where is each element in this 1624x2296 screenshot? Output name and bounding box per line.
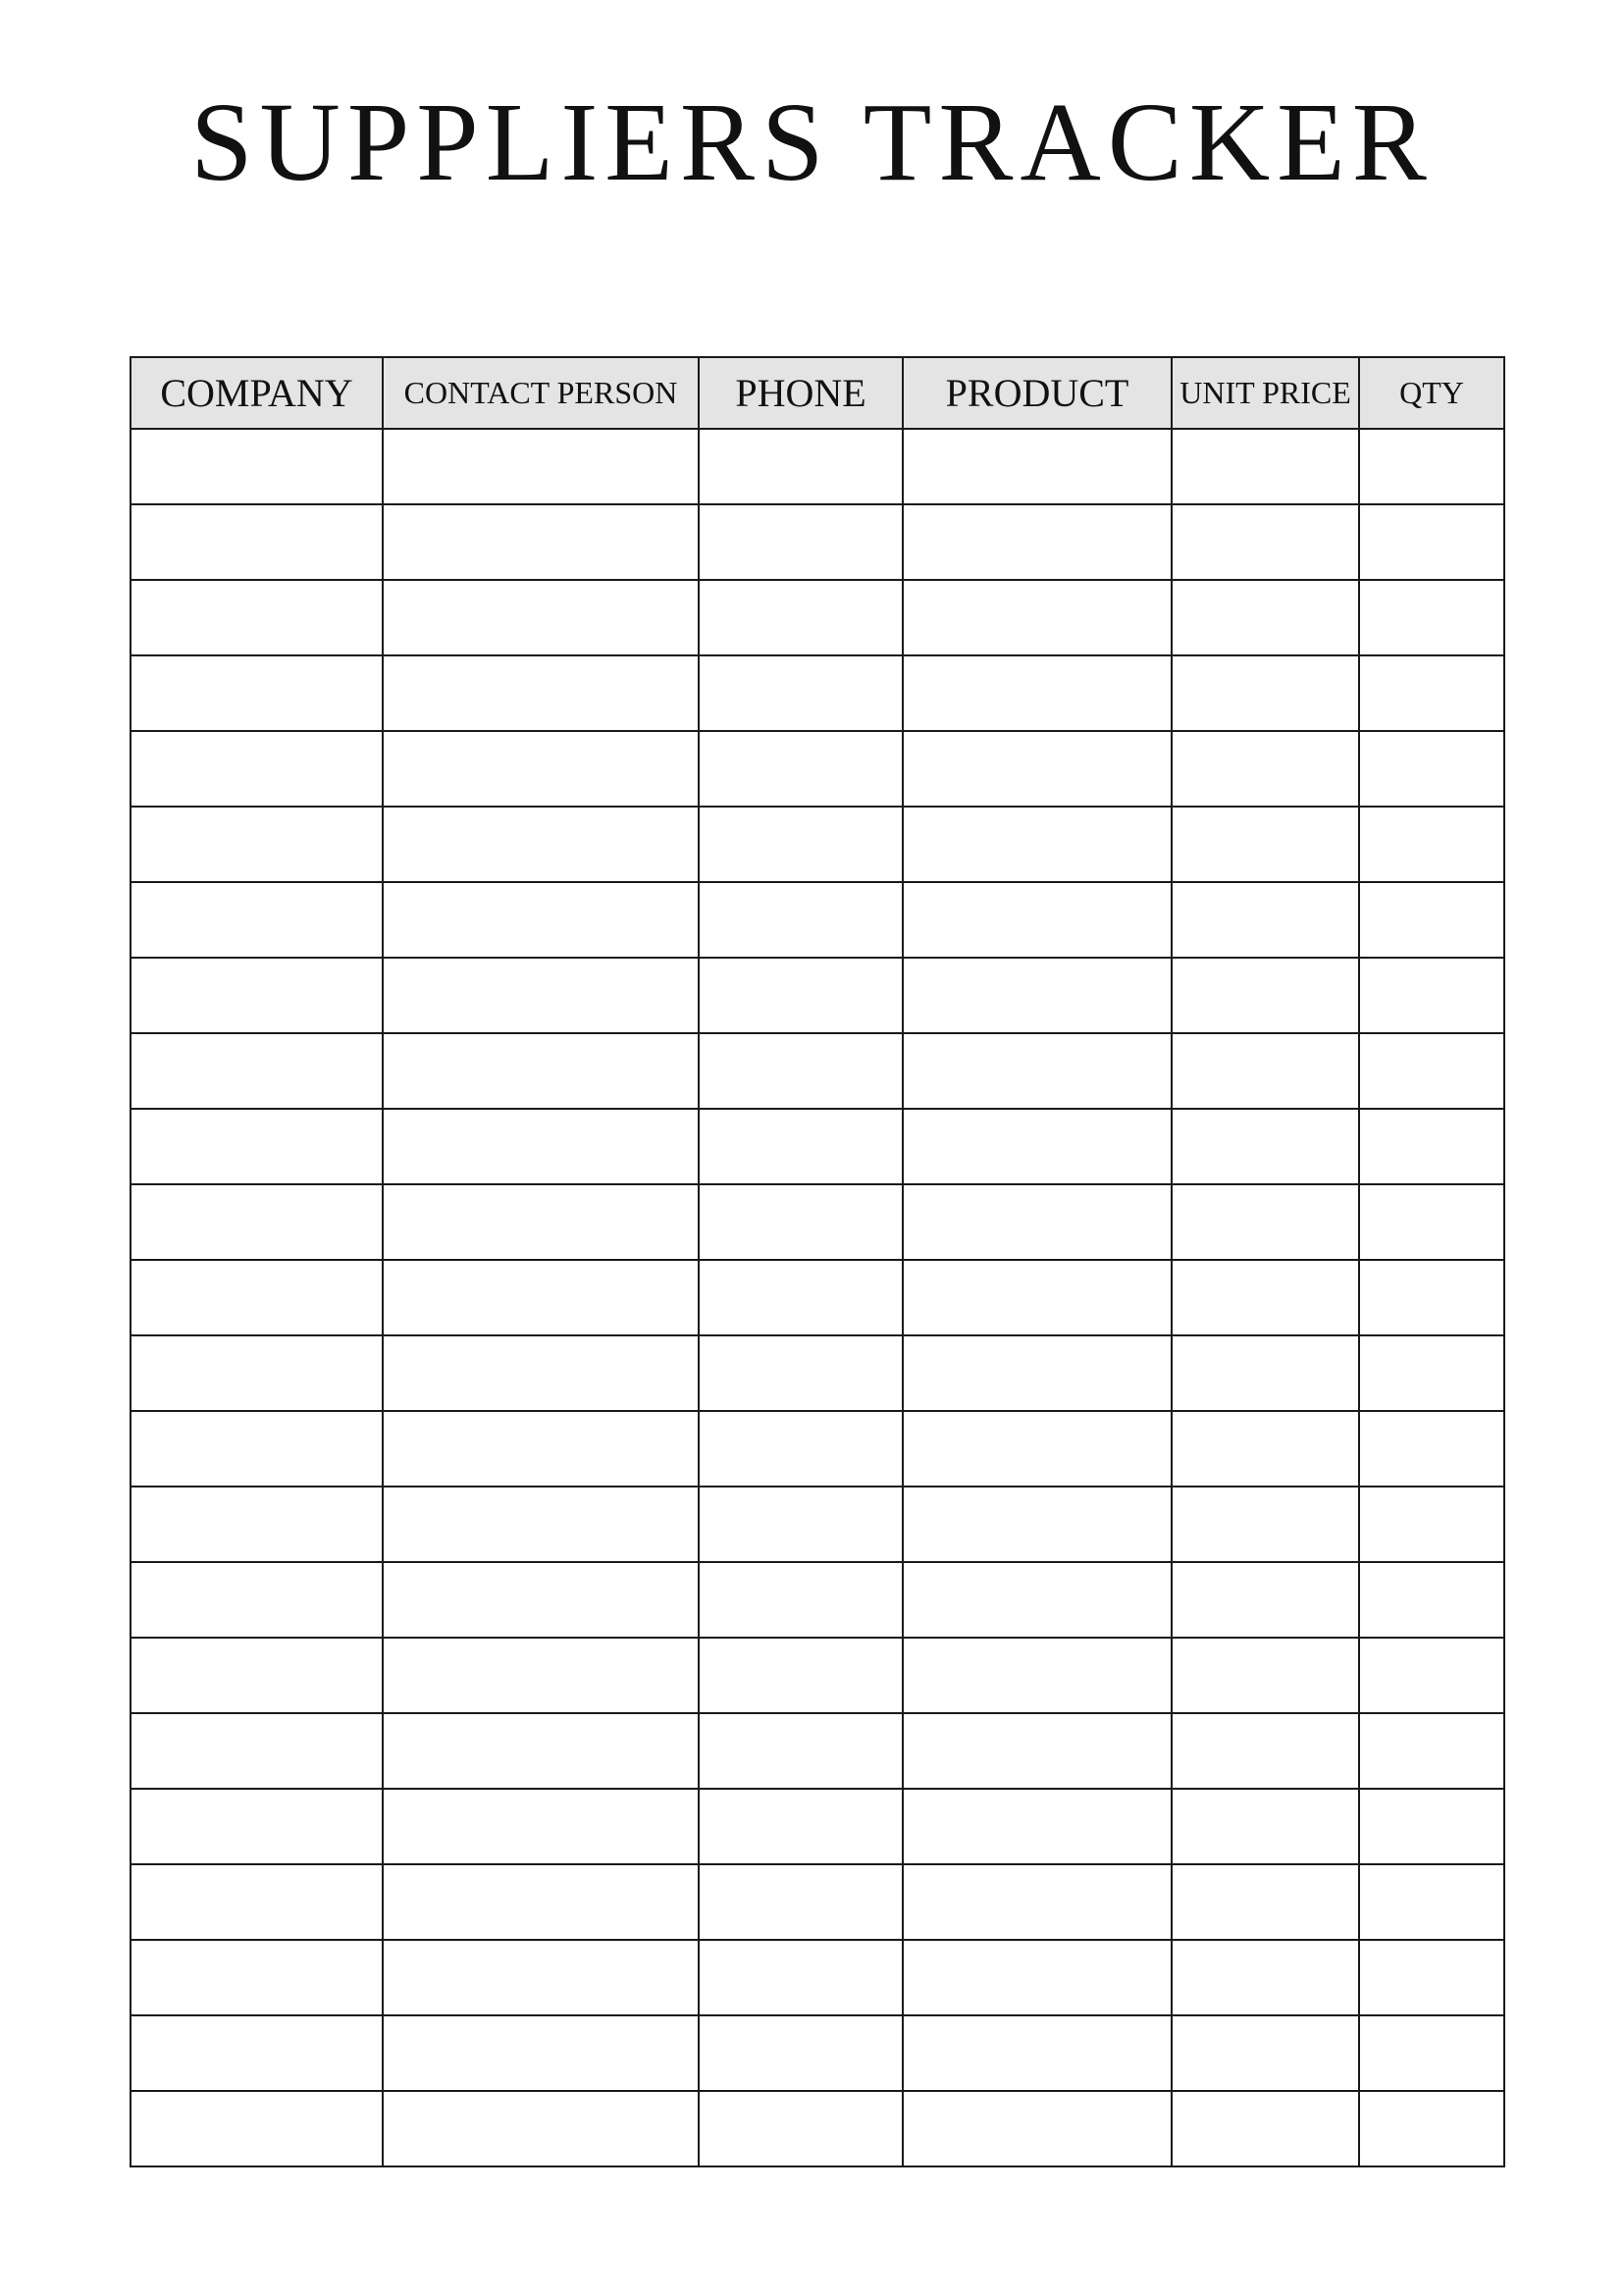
table-body	[131, 429, 1504, 2166]
cell-company[interactable]	[131, 882, 383, 958]
cell-company[interactable]	[131, 1864, 383, 1940]
table-row	[131, 1940, 1504, 2015]
cell-phone[interactable]	[699, 1562, 903, 1638]
cell-product[interactable]	[903, 1033, 1172, 1109]
cell-phone[interactable]	[699, 504, 903, 580]
col-product-header: PRODUCT	[903, 357, 1172, 429]
cell-contact-person[interactable]	[383, 504, 699, 580]
cell-qty[interactable]	[1359, 2091, 1504, 2166]
cell-qty[interactable]	[1359, 504, 1504, 580]
cell-product[interactable]	[903, 1184, 1172, 1260]
cell-product[interactable]	[903, 504, 1172, 580]
cell-company[interactable]	[131, 1335, 383, 1411]
cell-company[interactable]	[131, 1184, 383, 1260]
table-row	[131, 1335, 1504, 1411]
cell-company[interactable]	[131, 807, 383, 882]
cell-phone[interactable]	[699, 958, 903, 1033]
cell-contact-person[interactable]	[383, 1487, 699, 1562]
cell-company[interactable]	[131, 731, 383, 807]
col-company-header: COMPANY	[131, 357, 383, 429]
table-row	[131, 1033, 1504, 1109]
table-row	[131, 2091, 1504, 2166]
cell-company[interactable]	[131, 1033, 383, 1109]
cell-unit-price[interactable]	[1172, 655, 1359, 731]
cell-unit-price[interactable]	[1172, 580, 1359, 655]
cell-contact-person[interactable]	[383, 2091, 699, 2166]
table-row	[131, 655, 1504, 731]
cell-company[interactable]	[131, 1487, 383, 1562]
cell-phone[interactable]	[699, 1335, 903, 1411]
cell-phone[interactable]	[699, 1411, 903, 1487]
cell-product[interactable]	[903, 429, 1172, 504]
cell-unit-price[interactable]	[1172, 958, 1359, 1033]
table-row	[131, 807, 1504, 882]
cell-phone[interactable]	[699, 1789, 903, 1864]
cell-product[interactable]	[903, 580, 1172, 655]
cell-company[interactable]	[131, 1260, 383, 1335]
cell-product[interactable]	[903, 2015, 1172, 2091]
cell-product[interactable]	[903, 958, 1172, 1033]
table-row	[131, 958, 1504, 1033]
cell-qty[interactable]	[1359, 2015, 1504, 2091]
cell-phone[interactable]	[699, 1940, 903, 2015]
cell-company[interactable]	[131, 504, 383, 580]
cell-company[interactable]	[131, 2015, 383, 2091]
cell-contact-person[interactable]	[383, 1789, 699, 1864]
cell-contact-person[interactable]	[383, 1638, 699, 1713]
cell-contact-person[interactable]	[383, 1260, 699, 1335]
cell-phone[interactable]	[699, 1033, 903, 1109]
cell-phone[interactable]	[699, 1487, 903, 1562]
cell-contact-person[interactable]	[383, 580, 699, 655]
cell-phone[interactable]	[699, 1260, 903, 1335]
cell-qty[interactable]	[1359, 1940, 1504, 2015]
cell-unit-price[interactable]	[1172, 807, 1359, 882]
cell-qty[interactable]	[1359, 1864, 1504, 1940]
cell-contact-person[interactable]	[383, 1713, 699, 1789]
cell-contact-person[interactable]	[383, 429, 699, 504]
cell-company[interactable]	[131, 1940, 383, 2015]
cell-company[interactable]	[131, 1411, 383, 1487]
cell-product[interactable]	[903, 1487, 1172, 1562]
cell-contact-person[interactable]	[383, 1562, 699, 1638]
cell-qty[interactable]	[1359, 1260, 1504, 1335]
cell-company[interactable]	[131, 958, 383, 1033]
cell-qty[interactable]	[1359, 1335, 1504, 1411]
cell-unit-price[interactable]	[1172, 731, 1359, 807]
header-row	[131, 357, 1504, 429]
cell-product[interactable]	[903, 1638, 1172, 1713]
table-row	[131, 2015, 1504, 2091]
col-unit-price-header: UNIT PRICE	[1172, 357, 1359, 429]
cell-phone[interactable]	[699, 731, 903, 807]
table-row	[131, 580, 1504, 655]
table-row	[131, 1184, 1504, 1260]
cell-company[interactable]	[131, 1713, 383, 1789]
cell-contact-person[interactable]	[383, 731, 699, 807]
cell-contact-person[interactable]	[383, 1940, 699, 2015]
cell-qty[interactable]	[1359, 580, 1504, 655]
cell-product[interactable]	[903, 1335, 1172, 1411]
cell-qty[interactable]	[1359, 1033, 1504, 1109]
cell-contact-person[interactable]	[383, 1184, 699, 1260]
cell-product[interactable]	[903, 882, 1172, 958]
col-contact-person-header: CONTACT PERSON	[383, 357, 699, 429]
cell-qty[interactable]	[1359, 1487, 1504, 1562]
table-row	[131, 1260, 1504, 1335]
cell-phone[interactable]	[699, 429, 903, 504]
page-title: SUPPLIERS TRACKER	[190, 79, 1434, 204]
cell-unit-price[interactable]	[1172, 2091, 1359, 2166]
cell-qty[interactable]	[1359, 958, 1504, 1033]
table-row	[131, 882, 1504, 958]
table-row	[131, 1789, 1504, 1864]
cell-unit-price[interactable]	[1172, 2015, 1359, 2091]
cell-unit-price[interactable]	[1172, 1638, 1359, 1713]
cell-product[interactable]	[903, 807, 1172, 882]
cell-qty[interactable]	[1359, 655, 1504, 731]
col-qty-header: QTY	[1359, 357, 1504, 429]
cell-unit-price[interactable]	[1172, 1184, 1359, 1260]
cell-contact-person[interactable]	[383, 1411, 699, 1487]
cell-unit-price[interactable]	[1172, 1109, 1359, 1184]
cell-phone[interactable]	[699, 2091, 903, 2166]
cell-phone[interactable]	[699, 1864, 903, 1940]
cell-unit-price[interactable]	[1172, 1033, 1359, 1109]
cell-qty[interactable]	[1359, 1789, 1504, 1864]
table-row	[131, 1562, 1504, 1638]
cell-qty[interactable]	[1359, 1109, 1504, 1184]
cell-company[interactable]	[131, 1562, 383, 1638]
cell-contact-person[interactable]	[383, 2015, 699, 2091]
table-row	[131, 1487, 1504, 1562]
cell-product[interactable]	[903, 1411, 1172, 1487]
cell-unit-price[interactable]	[1172, 1940, 1359, 2015]
table-row	[131, 1109, 1504, 1184]
cell-contact-person[interactable]	[383, 958, 699, 1033]
table-row	[131, 1864, 1504, 1940]
cell-contact-person[interactable]	[383, 1033, 699, 1109]
cell-phone[interactable]	[699, 1638, 903, 1713]
col-phone-header: PHONE	[699, 357, 903, 429]
cell-contact-person[interactable]	[383, 655, 699, 731]
cell-unit-price[interactable]	[1172, 1713, 1359, 1789]
cell-contact-person[interactable]	[383, 1109, 699, 1184]
table-row	[131, 504, 1504, 580]
cell-company[interactable]	[131, 429, 383, 504]
cell-product[interactable]	[903, 1562, 1172, 1638]
cell-product[interactable]	[903, 655, 1172, 731]
cell-qty[interactable]	[1359, 1184, 1504, 1260]
cell-company[interactable]	[131, 580, 383, 655]
cell-qty[interactable]	[1359, 1638, 1504, 1713]
cell-phone[interactable]	[699, 1713, 903, 1789]
cell-qty[interactable]	[1359, 882, 1504, 958]
cell-product[interactable]	[903, 1789, 1172, 1864]
cell-product[interactable]	[903, 1109, 1172, 1184]
cell-unit-price[interactable]	[1172, 504, 1359, 580]
suppliers-table	[130, 356, 1505, 2167]
cell-unit-price[interactable]	[1172, 1789, 1359, 1864]
cell-qty[interactable]	[1359, 1411, 1504, 1487]
cell-contact-person[interactable]	[383, 1864, 699, 1940]
cell-product[interactable]	[903, 2091, 1172, 2166]
cell-company[interactable]	[131, 1638, 383, 1713]
cell-phone[interactable]	[699, 807, 903, 882]
table-header	[131, 357, 1504, 429]
cell-unit-price[interactable]	[1172, 1562, 1359, 1638]
cell-unit-price[interactable]	[1172, 429, 1359, 504]
cell-qty[interactable]	[1359, 429, 1504, 504]
table-row	[131, 731, 1504, 807]
cell-unit-price[interactable]	[1172, 1260, 1359, 1335]
cell-product[interactable]	[903, 1260, 1172, 1335]
table-row	[131, 1713, 1504, 1789]
cell-product[interactable]	[903, 1713, 1172, 1789]
cell-phone[interactable]	[699, 1109, 903, 1184]
cell-phone[interactable]	[699, 580, 903, 655]
cell-unit-price[interactable]	[1172, 1487, 1359, 1562]
table-row	[131, 429, 1504, 504]
cell-qty[interactable]	[1359, 807, 1504, 882]
cell-phone[interactable]	[699, 2015, 903, 2091]
cell-contact-person[interactable]	[383, 807, 699, 882]
table-row	[131, 1638, 1504, 1713]
cell-qty[interactable]	[1359, 731, 1504, 807]
table-row	[131, 1411, 1504, 1487]
cell-phone[interactable]	[699, 882, 903, 958]
cell-company[interactable]	[131, 1789, 383, 1864]
cell-product[interactable]	[903, 1940, 1172, 2015]
cell-company[interactable]	[131, 655, 383, 731]
cell-qty[interactable]	[1359, 1713, 1504, 1789]
cell-unit-price[interactable]	[1172, 1335, 1359, 1411]
cell-phone[interactable]	[699, 1184, 903, 1260]
cell-company[interactable]	[131, 1109, 383, 1184]
cell-unit-price[interactable]	[1172, 1864, 1359, 1940]
cell-unit-price[interactable]	[1172, 1411, 1359, 1487]
cell-phone[interactable]	[699, 655, 903, 731]
cell-product[interactable]	[903, 731, 1172, 807]
cell-contact-person[interactable]	[383, 1335, 699, 1411]
cell-contact-person[interactable]	[383, 882, 699, 958]
cell-qty[interactable]	[1359, 1562, 1504, 1638]
cell-product[interactable]	[903, 1864, 1172, 1940]
cell-unit-price[interactable]	[1172, 882, 1359, 958]
cell-company[interactable]	[131, 2091, 383, 2166]
